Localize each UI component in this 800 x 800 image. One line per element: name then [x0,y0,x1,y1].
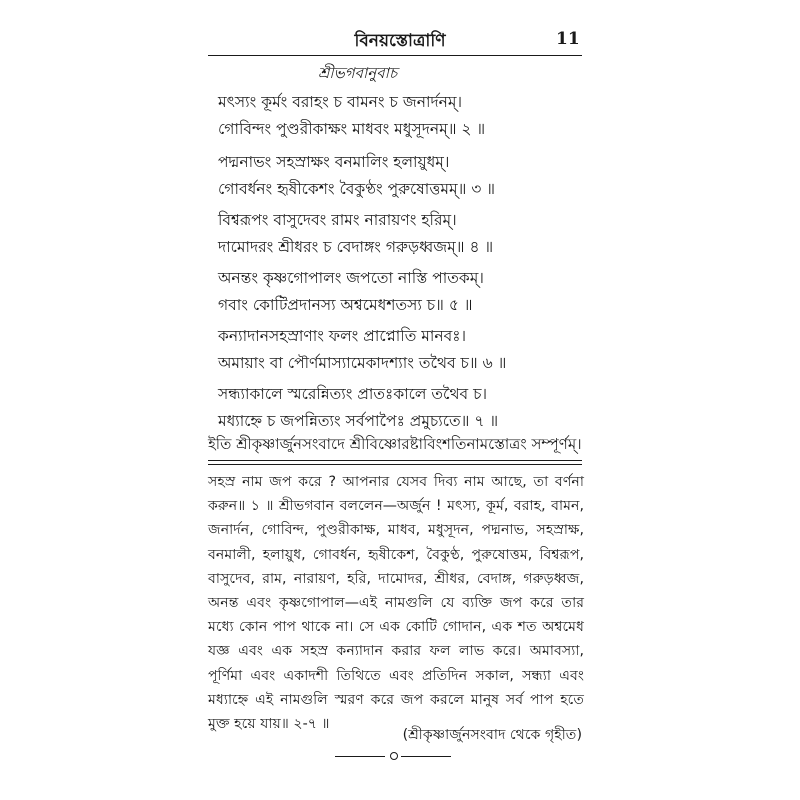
source-note: (শ্রীকৃষ্ণার্জুনসংবাদ থেকে গৃহীত) [402,727,582,743]
colophon: ইতি শ্রীকৃষ্ণার্জুনসংবাদে শ্রীবিষ্ণোরষ্টাবিংশতিনামস্তোত্রং সম্পূর্ণম্। [208,435,582,453]
verse-line: মৎস্যং কূর্মং বরাহং চ বামনং চ জনার্দনম্। [218,93,462,111]
verse-line: অনন্তং কৃষ্ণগোপালং জপতো নাস্তি পাতকম্। [218,269,484,287]
verse-line: কন্যাদানসহস্রাণাং ফলং প্রাপ্নোতি মানবঃ। [218,327,467,345]
page-number: 11 [556,29,580,49]
section-divider [208,460,582,465]
end-ornament [335,752,455,762]
running-head-title: বিনয়স্তোত্রাণি [354,31,446,51]
verse-line: গোবিন্দং পুণ্ডরীকাক্ষং মাধবং মধুসূদনম্॥ ২ ॥ [218,120,486,138]
verse-line: সন্ধ্যাকালে স্মরেন্নিত্যং প্রাতঃকালে তথৈব চ। [218,385,487,403]
verse-line: দামোদরং শ্রীধরং চ বেদাঙ্গং গরুড়ধ্বজম্॥ ৪ ॥ [218,238,494,256]
verse-line: গোবর্ধনং হৃষীকেশং বৈকুণ্ঠং পুরুষোত্তমম্॥ ৩ ॥ [218,180,496,198]
verse-subheading: শ্রীভগবানুবাচ [318,64,398,82]
verse-line: মধ্যাহ্নে চ জপন্নিত্যং সর্বপাপৈঃ প্রমুচ্যতে॥ ৭ ॥ [218,412,499,430]
verse-line: পদ্মনাভং সহস্রাক্ষং বনমালিং হলায়ুধম্। [218,153,450,171]
header-rule [208,55,582,56]
translation-paragraph: সহস্র নাম জপ করে ? আপনার যেসব দিব্য নাম আছে, তা বর্ণনা করুন॥ ১ ॥ শ্রীভগবান বললেন—অর্জুন ! মৎস্য, কূর্ম, বরাহ, বামন, জনার্দন, গোবিন্দ, পুণ্ডরীকাক্ষ, মাধব, মধুসূদন, পদ্মনাভ, সহস্রাক্ষ, বনমালী, হলায়ুধ, গোবর্ধন, হৃষীকেশ, বৈকুণ্ঠ, পুরুষোত্তম, বিশ্বরূপ, বাসুদেব, রাম, নারায়ণ, হরি, দামোদর, শ্রীধর, বেদাঙ্গ, গরুড়ধ্বজ, অনন্ত এবং কৃষ্ণগোপাল—এই নামগুলি যে ব্যক্তি জপ করে তার মধ্যে কোন পাপ থাকে না। সে এক কোটি গোদান, এক শত অশ্বমেধ যজ্ঞ এবং এক সহস্র কন্যাদান করার ফল লাভ করে। অমাবস্যা, পূর্ণিমা এবং একাদশী তিথিতে এবং প্রতিদিন সকাল, সন্ধ্যা এবং মধ্যাহ্নে এই নামগুলি স্মরণ করে জপ করলে মানুষ সর্ব পাপ হতে মুক্ত হয়ে যায়॥ ২-৭ ॥ [208,474,584,733]
verse-line: বিশ্বরূপং বাসুদেবং রামং নারায়ণং হরিম্। [218,211,457,229]
verse-line: গবাং কোটিপ্রদানস্য অশ্বমেধশতস্য চ॥ ৫ ॥ [218,296,473,314]
verse-line: অমায়াং বা পৌর্ণমাস্যামেকাদশ্যাং তথৈব চ॥ ৬ ॥ [218,354,507,372]
